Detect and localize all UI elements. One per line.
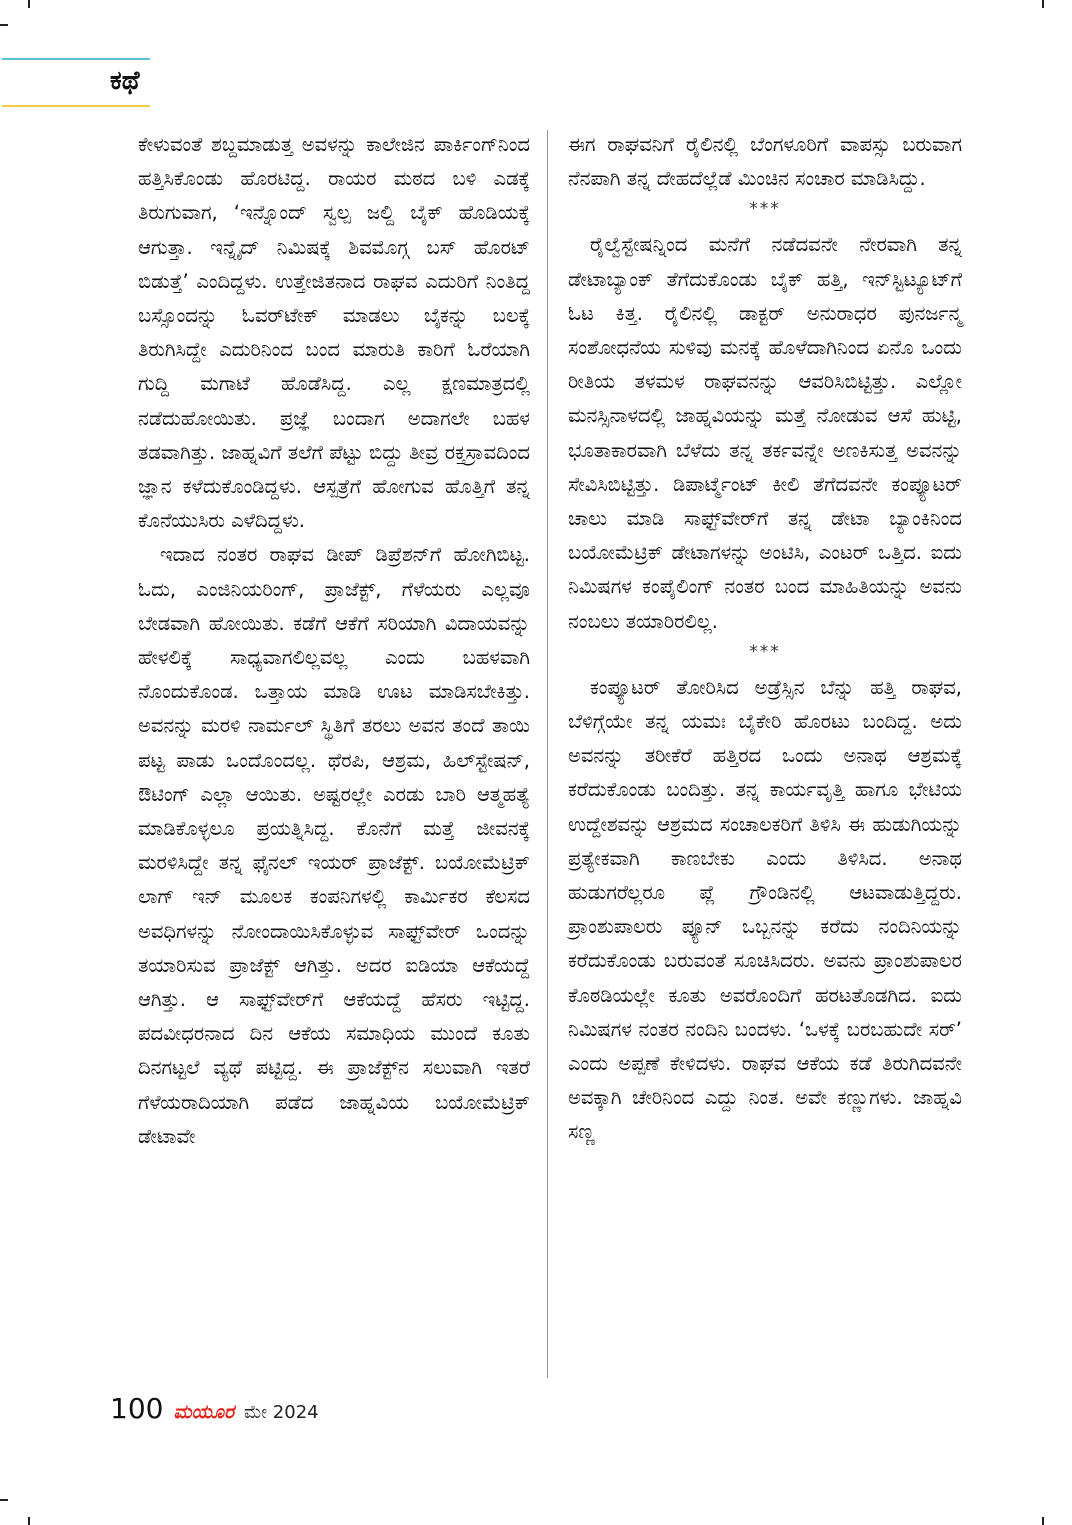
scene-break: *** (749, 641, 781, 662)
crop-mark (1042, 1517, 1044, 1525)
section-rule-top (2, 58, 150, 60)
crop-mark (28, 0, 30, 8)
section-rule-bottom (2, 105, 150, 107)
column-divider (547, 130, 548, 1378)
paragraph: ಕೇಳುವಂತೆ ಶಬ್ದಮಾಡುತ್ತ ಅವಳನ್ನು ಕಾಲೇಜಿನ ಪಾರ್ಕಿಂಗ್‌ನಿಂದ ಹತ್ತಿಸಿಕೊಂಡು ಹೊರಟಿದ್ದ. ರಾಯರ ಮಠದ ಬಳಿ ಎಡಕ್ಕೆ ತಿರುಗುವಾಗ, ‘ಇನ್ನೊಂದ್ ಸ್ವಲ್ಪ ಜಲ್ದಿ ಬೈಕ್ ಹೊಡಿಯಕ್ಕೆ ಆಗುತ್ತಾ. ಇನ್ನೈದ್ ನಿಮಿಷಕ್ಕೆ ಶಿವಮೊಗ್ಗ ಬಸ್ ಹೊರಟ್ ಬಿಡುತ್ತೆ’ ಎಂದಿದ್ದಳು. ಉತ್ತೇಜಿತನಾದ ರಾಘವ ಎದುರಿಗೆ ನಿಂತಿದ್ದ ಬಸ್ಸೊಂದನ್ನು ಓವರ್‌ಟೇಕ್ ಮಾಡಲು ಬೈಕನ್ನು ಬಲಕ್ಕೆ ತಿರುಗಿಸಿದ್ದೇ ಎದುರಿನಿಂದ ಬಂದ ಮಾರುತಿ ಕಾರಿಗೆ ಓರೆಯಾಗಿ ಗುದ್ದಿ ಮಗಾಟೆ ಹೊಡೆಸಿದ್ದ. ಎಲ್ಲ ಕ್ಷಣಮಾತ್ರದಲ್ಲಿ ನಡೆದುಹೋಯಿತು. ಪ್ರಜ್ಞೆ ಬಂದಾಗ ಅದಾಗಲೇ ಬಹಳ ತಡವಾಗಿತ್ತು. ಜಾಹ್ನವಿಗೆ ತಲೆಗೆ ಪೆಟ್ಟು ಬಿದ್ದು ತೀವ್ರ ರಕ್ತಸ್ರಾವದಿಂದ ಜ್ಞಾನ ಕಳೆದುಕೊಂಡಿದ್ದಳು. ಆಸ್ಪತ್ರೆಗೆ ಹೋಗುವ ಹೊತ್ತಿಗೆ ತನ್ನ ಕೊನೆಯುಸಿರು ಎಳೆದಿದ್ದಳು. (138, 133, 530, 533)
paragraph: ಈಗ ರಾಘವನಿಗೆ ರೈಲಿನಲ್ಲಿ ಬೆಂಗಳೂರಿಗೆ ವಾಪಸ್ಸು ಬರುವಾಗ ನೆನಪಾಗಿ ತನ್ನ ದೇಹದೆಲ್ಲೆಡೆ ಮಿಂಚಿನ ಸಂಚಾರ ಮಾಡಿಸಿದ್ದು. (568, 133, 962, 191)
issue-date: ಮೇ 2024 (244, 1402, 319, 1423)
right-column (568, 128, 962, 1150)
crop-mark (0, 1499, 8, 1501)
page-number: 100 (110, 1392, 164, 1425)
left-column (138, 128, 530, 1154)
magazine-logo: ಮಯೂರ (173, 1401, 235, 1423)
section-header (0, 58, 150, 108)
scene-break: *** (749, 199, 781, 220)
crop-mark (28, 1517, 30, 1525)
paragraph: ಇದಾದ ನಂತರ ರಾಘವ ಡೀಪ್ ಡಿಪ್ರೆಶನ್‌ಗೆ ಹೋಗಿಬಿಟ್ಟ. ಓದು, ಎಂಜಿನಿಯರಿಂಗ್, ಪ್ರಾಜೆಕ್ಟ್, ಗೆಳೆಯರು ಎಲ್ಲವೂ ಬೇಡವಾಗಿ ಹೋಯಿತು. ಕಡೆಗೆ ಆಕೆಗೆ ಸರಿಯಾಗಿ ವಿದಾಯವನ್ನು ಹೇಳಲಿಕ್ಕೆ ಸಾಧ್ಯವಾಗಲಿಲ್ಲವಲ್ಲ ಎಂದು ಬಹಳವಾಗಿ ನೊಂದುಕೊಂಡ. ಒತ್ತಾಯ ಮಾಡಿ ಊಟ ಮಾಡಿಸಬೇಕಿತ್ತು. ಅವನನ್ನು ಮರಳಿ ನಾರ್ಮಲ್ ಸ್ಥಿತಿಗೆ ತರಲು ಅವನ ತಂದೆ ತಾಯಿ ಪಟ್ಟ ಪಾಡು ಒಂದೊಂದಲ್ಲ. ಥೆರಪಿ, ಆಶ್ರಮ, ಹಿಲ್‌ಸ್ಟೇಷನ್, ಔಟಿಂಗ್ ಎಲ್ಲಾ ಆಯಿತು. ಅಷ್ಟರಲ್ಲೇ ಎರಡು ಬಾರಿ ಆತ್ಮಹತ್ಯೆ ಮಾಡಿಕೊಳ್ಳಲೂ ಪ್ರಯತ್ನಿಸಿದ್ದ. ಕೊನೆಗೆ ಮತ್ತೆ ಜೀವನಕ್ಕೆ ಮರಳಿಸಿದ್ದೇ ತನ್ನ ಫೈನಲ್ ಇಯರ್ ಪ್ರಾಜೆಕ್ಟ್. ಬಯೋಮೆಟ್ರಿಕ್ ಲಾಗ್ ಇನ್ ಮೂಲಕ ಕಂಪನಿಗಳಲ್ಲಿ ಕಾರ್ಮಿಕರ ಕೆಲಸದ ಅವಧಿಗಳನ್ನು ನೋಂದಾಯಿಸಿಕೊಳ್ಳುವ ಸಾಫ್ಟ್‌ವೇರ್ ಒಂದನ್ನು ತಯಾರಿಸುವ ಪ್ರಾಜೆಕ್ಟ್ ಆಗಿತ್ತು. ಅದರ ಐಡಿಯಾ ಆಕೆಯದ್ದೆ ಆಗಿತ್ತು. ಆ ಸಾಫ್ಟ್‌ವೇರ್‌ಗೆ ಆಕೆಯದ್ದೆ ಹೆಸರು ಇಟ್ಟಿದ್ದ. ಪದವೀಧರನಾದ ದಿನ ಆಕೆಯ ಸಮಾಧಿಯ ಮುಂದೆ ಕೂತು ದಿನಗಟ್ಟಲೆ ವ್ಯಥೆ ಪಟ್ಟಿದ್ದ. ಈ ಪ್ರಾಜೆಕ್ಟ್‌ನ ಸಲುವಾಗಿ ಇತರೆ ಗೆಳೆಯರಾದಿಯಾಗಿ ಪಡೆದ ಜಾಹ್ನವಿಯ ಬಯೋಮೆಟ್ರಿಕ್ ಡೇಟಾವೇ (138, 543, 530, 1148)
crop-mark (0, 24, 8, 26)
crop-mark (1042, 0, 1044, 8)
section-title: ಕಥೆ (110, 66, 140, 96)
paragraph: ರೈಲ್ವೆಸ್ಟೇಷನ್ನಿಂದ ಮನೆಗೆ ನಡೆದವನೇ ನೇರವಾಗಿ ತನ್ನ ಡೇಟಾಬ್ಯಾಂಕ್ ತೆಗೆದುಕೊಂಡು ಬೈಕ್ ಹತ್ತಿ, ಇನ್‌ಸ್ಟಿಟ್ಯೂಟ್‌ಗೆ ಓಟ ಕಿತ್ತ. ರೈಲಿನಲ್ಲಿ ಡಾಕ್ಟರ್ ಅನುರಾಧರ ಪುನರ್ಜನ್ಮ ಸಂಶೋಧನೆಯ ಸುಳಿವು ಮನಕ್ಕೆ ಹೊಳೆದಾಗಿನಿಂದ ಏನೊ ಒಂದು ರೀತಿಯ ತಳಮಳ ರಾಘವನನ್ನು ಆವರಿಸಿಬಿಟ್ಟಿತ್ತು. ಎಲ್ಲೋ ಮನಸ್ಸಿನಾಳದಲ್ಲಿ ಜಾಹ್ನವಿಯನ್ನು ಮತ್ತೆ ನೋಡುವ ಆಸೆ ಹುಟ್ಟಿ, ಭೂತಾಕಾರವಾಗಿ ಬೆಳೆದು ತನ್ನ ತರ್ಕವನ್ನೇ ಅಣಕಿಸುತ್ತ ಅವನನ್ನು ಸೇವಿಸಿಬಿಟ್ಟಿತ್ತು. ಡಿಪಾರ್ಟ್ಮೆಂಟ್ ಕೀಲಿ ತೆಗೆದವನೇ ಕಂಪ್ಯೂಟರ್ ಚಾಲು ಮಾಡಿ ಸಾಫ್ಟ್‌ವೇರ್‌ಗೆ ತನ್ನ ಡೇಟಾ ಬ್ಯಾಂಕಿನಿಂದ ಬಯೋಮೆಟ್ರಿಕ್ ಡೇಟಾಗಳನ್ನು ಅಂಟಿಸಿ, ಎಂಟರ್ ಒತ್ತಿದ. ಐದು ನಿಮಿಷಗಳ ಕಂಪೈಲಿಂಗ್ ನಂತರ ಬಂದ ಮಾಹಿತಿಯನ್ನು ಅವನು ನಂಬಲು ತಯಾರಿರಲಿಲ್ಲ. (568, 233, 962, 633)
page-footer (110, 1392, 319, 1428)
paragraph: ಕಂಪ್ಯೂಟರ್ ತೋರಿಸಿದ ಅಡ್ರೆಸ್ಸಿನ ಬೆನ್ನು ಹತ್ತಿ ರಾಘವ, ಬೆಳಿಗ್ಗೆಯೇ ತನ್ನ ಯಮಃ ಬೈಕೇರಿ ಹೊರಟು ಬಂದಿದ್ದ. ಅದು ಅವನನ್ನು ತರೀಕೆರೆ ಹತ್ತಿರದ ಒಂದು ಅನಾಥ ಆಶ್ರಮಕ್ಕೆ ಕರೆದುಕೊಂಡು ಬಂದಿತ್ತು. ತನ್ನ ಕಾರ್ಯವೃತ್ತಿ ಹಾಗೂ ಭೇಟಿಯ ಉದ್ದೇಶವನ್ನು ಆಶ್ರಮದ ಸಂಚಾಲಕರಿಗೆ ತಿಳಿಸಿ ಈ ಹುಡುಗಿಯನ್ನು ಪ್ರತ್ಯೇಕವಾಗಿ ಕಾಣಬೇಕು ಎಂದು ತಿಳಿಸಿದ. ಅನಾಥ ಹುಡುಗರೆಲ್ಲರೂ ಪ್ಲೆ ಗ್ರೌಂಡಿನಲ್ಲಿ ಆಟವಾಡುತ್ತಿದ್ದರು. ಪ್ರಾಂಶುಪಾಲರು ಪ್ಯೂನ್ ಒಬ್ಬನನ್ನು ಕರೆದು ನಂದಿನಿಯನ್ನು ಕರೆದುಕೊಂಡು ಬರುವಂತೆ ಸೂಚಿಸಿದರು. ಅವನು ಪ್ರಾಂಶುಪಾಲರ ಕೊಠಡಿಯಲ್ಲೇ ಕೂತು ಅವರೊಂದಿಗೆ ಹರಟತೊಡಗಿದ. ಐದು ನಿಮಿಷಗಳ ನಂತರ ನಂದಿನಿ ಬಂದಳು. ‘ಒಳಕ್ಕೆ ಬರಬಹುದೇ ಸರ್’ ಎಂದು ಅಪ್ಪಣೆ ಕೇಳಿದಳು. ರಾಘವ ಆಕೆಯ ಕಡೆ ತಿರುಗಿದವನೇ ಅವಕ್ಕಾಗಿ ಚೇರಿನಿಂದ ಎದ್ದು ನಿಂತ. ಅವೇ ಕಣ್ಣುಗಳು. ಜಾಹ್ನವಿ ಸಣ್ಣ (568, 675, 962, 1144)
